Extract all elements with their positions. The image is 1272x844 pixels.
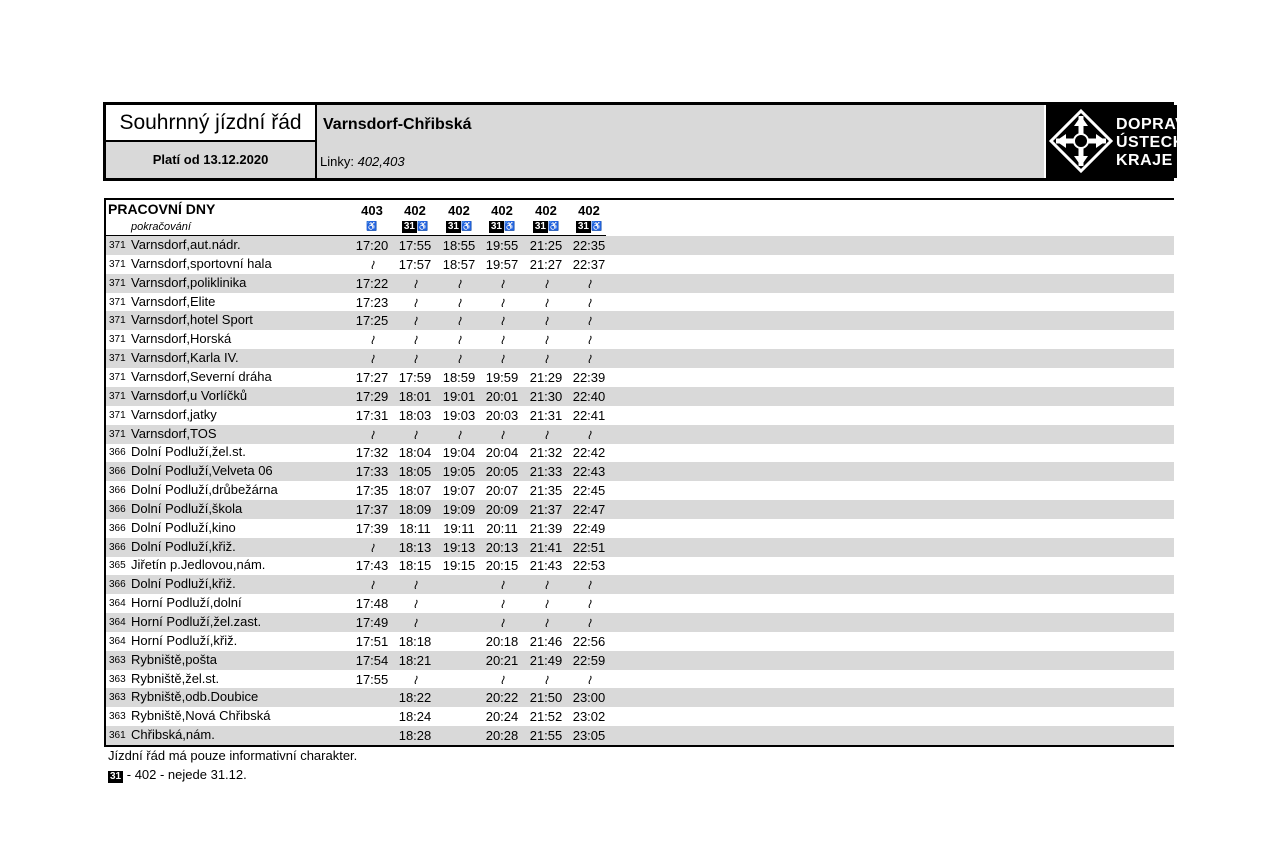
pass-through-mark: ≀ (586, 596, 592, 612)
pass-through-mark: ≀ (543, 332, 549, 348)
departure-time: 19:11 (443, 520, 475, 536)
table-row (106, 670, 1174, 689)
wheelchair-icon: ♿ (590, 221, 603, 231)
pass-through-mark: ≀ (456, 426, 462, 442)
stop-name: Rybniště,Nová Chřibská (131, 708, 271, 724)
wheelchair-icon: ♿ (366, 221, 378, 231)
departure-time: 21:27 (529, 256, 563, 272)
departure-time: 22:56 (572, 633, 606, 649)
departure-time: 22:42 (572, 445, 606, 461)
departure-time: 22:53 (572, 558, 606, 574)
zone-number: 366 (109, 485, 126, 497)
departure-time: 22:45 (572, 483, 606, 499)
stop-name: Varnsdorf,poliklinika (131, 274, 247, 290)
column-notes (350, 221, 394, 232)
stop-name: Varnsdorf,u Vorlíčků (131, 387, 248, 403)
column-line-number: 403 (361, 203, 383, 218)
stop-name: Dolní Podluží,křiž. (131, 576, 236, 592)
departure-time: 19:15 (442, 558, 476, 574)
departure-time: 18:11 (399, 520, 431, 536)
departure-time: 21:29 (529, 369, 563, 385)
pass-through-mark: ≀ (499, 351, 505, 367)
departure-time: 17:33 (355, 464, 389, 480)
column-line-number: 402 (491, 203, 513, 218)
stop-name: Varnsdorf,Karla IV. (131, 350, 239, 366)
departure-time: 17:27 (355, 369, 389, 385)
logo-line: DOPRAVA (1116, 116, 1198, 133)
pass-through-mark: ≀ (586, 577, 592, 593)
departure-time: 18:28 (398, 728, 432, 744)
departure-time: 17:29 (355, 388, 389, 404)
stop-name: Rybniště,pošta (131, 651, 217, 667)
departure-time: 18:13 (398, 539, 432, 555)
pass-through-mark: ≀ (456, 332, 462, 348)
departure-time: 18:57 (442, 256, 476, 272)
departure-time: 22:39 (572, 369, 606, 385)
pass-through-mark: ≀ (369, 539, 375, 555)
departure-time: 21:35 (529, 483, 563, 499)
table-row (106, 330, 1174, 349)
document-title: Souhrnný jízdní řád (106, 105, 317, 142)
zone-number: 363 (109, 654, 126, 666)
departure-time: 20:05 (485, 464, 519, 480)
pass-through-mark: ≀ (369, 577, 375, 593)
stop-name: Chřibská,nám. (131, 727, 215, 743)
column-notes (437, 221, 481, 233)
zone-number: 371 (109, 428, 126, 440)
column-line-number: 402 (404, 203, 426, 218)
departure-time: 21:50 (529, 690, 563, 706)
stop-name: Varnsdorf,jatky (131, 406, 217, 422)
zone-number: 366 (109, 503, 126, 515)
stop-name: Varnsdorf,Horská (131, 331, 232, 347)
column-notes (524, 221, 568, 233)
pass-through-mark: ≀ (499, 577, 505, 593)
departure-time: 17:31 (355, 407, 389, 423)
zone-number: 363 (109, 673, 126, 685)
departure-time: 22:51 (572, 539, 606, 555)
table-row (106, 688, 1174, 707)
table-row (106, 349, 1174, 368)
note-mark: 31 (490, 221, 502, 232)
logo-text (1116, 116, 1221, 170)
stop-name: Dolní Podluží,žel.st. (131, 444, 246, 460)
note-mark: 31 (577, 221, 589, 232)
departure-time: 21:25 (529, 238, 563, 253)
table-row (106, 651, 1174, 670)
departure-time: 17:51 (355, 633, 389, 649)
departure-time: 22:59 (572, 652, 606, 668)
departure-time: 19:03 (442, 407, 476, 423)
stop-name: Horní Podluží,křiž. (131, 632, 238, 648)
stop-name: Dolní Podluží,škola (131, 500, 243, 516)
pass-through-mark: ≀ (412, 332, 418, 348)
pass-through-mark: ≀ (499, 671, 505, 687)
table-row (106, 293, 1174, 312)
column-notes (393, 221, 437, 233)
pass-through-mark: ≀ (586, 332, 592, 348)
stop-name: Dolní Podluží,kino (131, 519, 236, 535)
departure-time: 20:03 (485, 407, 519, 423)
day-type-label: PRACOVNÍ DNY (108, 201, 216, 217)
departure-time: 18:04 (398, 445, 432, 461)
table-row (106, 613, 1174, 632)
departure-time: 18:55 (442, 238, 476, 253)
timetable-grid (104, 198, 1174, 747)
departure-time: 17:25 (355, 313, 389, 329)
pass-through-mark: ≀ (586, 275, 592, 291)
zone-number: 366 (109, 466, 126, 478)
table-row (106, 538, 1174, 557)
pass-through-mark: ≀ (543, 577, 549, 593)
pass-through-mark: ≀ (543, 426, 549, 442)
zone-number: 363 (109, 692, 126, 704)
legend-text: - 402 - nejede 31.12. (126, 767, 247, 782)
departure-time: 21:55 (529, 728, 563, 744)
zone-number: 371 (109, 240, 126, 251)
departure-time: 17:35 (355, 483, 389, 499)
table-row (106, 481, 1174, 500)
departure-time: 20:28 (485, 728, 519, 744)
stop-name: Varnsdorf,TOS (131, 425, 217, 441)
pass-through-mark: ≀ (586, 313, 592, 329)
table-row (106, 575, 1174, 594)
pass-through-mark: ≀ (369, 332, 375, 348)
pass-through-mark: ≀ (543, 671, 549, 687)
departure-time: 17:49 (355, 615, 389, 630)
pass-through-mark: ≀ (499, 275, 505, 291)
departure-time: 18:01 (398, 388, 432, 404)
lines-value: 402,403 (357, 154, 405, 169)
departure-time: 22:43 (572, 464, 606, 480)
stop-name: Rybniště,odb.Doubice (131, 689, 259, 705)
table-row (106, 406, 1174, 425)
pass-through-mark: ≀ (456, 313, 462, 329)
zone-number: 363 (109, 711, 126, 723)
timetable-header (103, 102, 1221, 181)
zone-number: 361 (109, 730, 126, 742)
pass-through-mark: ≀ (543, 275, 549, 291)
lines-row (320, 154, 405, 169)
pass-through-mark: ≀ (456, 351, 462, 367)
departure-time: 22:49 (572, 520, 606, 536)
departure-time: 20:15 (485, 558, 519, 574)
departure-time: 18:15 (398, 558, 432, 574)
departure-time: 20:09 (485, 501, 519, 517)
table-row (106, 519, 1174, 538)
stop-name: Dolní Podluží,Velveta 06 (131, 463, 273, 479)
note-mark: 31 (110, 771, 122, 782)
zone-number: 371 (109, 390, 126, 402)
pass-through-mark: ≀ (499, 615, 505, 630)
departure-time: 17:55 (355, 671, 389, 687)
departure-time: 21:31 (529, 407, 563, 423)
pass-through-mark: ≀ (369, 351, 375, 367)
pass-through-mark: ≀ (499, 313, 505, 329)
departure-time: 22:41 (572, 407, 606, 423)
zone-number: 364 (109, 635, 126, 647)
departure-time: 19:05 (442, 464, 476, 480)
pass-through-mark: ≀ (369, 256, 375, 272)
zone-number: 366 (109, 541, 126, 553)
departure-time: 22:37 (572, 256, 606, 272)
departure-time: 17:48 (355, 596, 389, 612)
stop-name: Horní Podluží,dolní (131, 595, 242, 611)
table-row (106, 368, 1174, 387)
departure-time: 19:04 (442, 445, 476, 461)
departure-time: 19:01 (442, 388, 476, 404)
pass-through-mark: ≀ (499, 596, 505, 612)
zone-number: 365 (109, 560, 126, 572)
departure-time: 23:00 (572, 690, 606, 706)
table-row (106, 500, 1174, 519)
pass-through-mark: ≀ (499, 332, 505, 348)
zone-number: 366 (109, 447, 126, 459)
departure-time: 21:30 (529, 388, 563, 404)
column-line-number: 402 (448, 203, 470, 218)
column-notes (567, 221, 611, 233)
pass-through-mark: ≀ (456, 294, 462, 310)
zone-number: 371 (109, 334, 126, 346)
pass-through-mark: ≀ (412, 596, 418, 612)
departure-time: 20:04 (485, 445, 519, 461)
logo-line: KRAJE (1116, 152, 1173, 169)
table-row (106, 443, 1174, 462)
pass-through-mark: ≀ (586, 671, 592, 687)
departure-time: 17:43 (355, 558, 389, 574)
departure-time: 17:55 (398, 238, 432, 253)
table-row (106, 632, 1174, 651)
legend (108, 767, 247, 783)
departure-time: 20:07 (485, 483, 519, 499)
departure-time: 19:09 (442, 501, 476, 517)
stop-name: Varnsdorf,aut.nádr. (131, 237, 241, 252)
zone-number: 371 (109, 409, 126, 421)
departure-time: 18:09 (398, 501, 432, 517)
departure-time: 17:23 (355, 294, 389, 310)
pass-through-mark: ≀ (412, 426, 418, 442)
pass-through-mark: ≀ (412, 577, 418, 593)
wheelchair-icon: ♿ (503, 221, 516, 231)
zone-number: 371 (109, 315, 126, 327)
pass-through-mark: ≀ (543, 313, 549, 329)
zone-number: 364 (109, 617, 126, 628)
departure-time: 18:24 (398, 709, 432, 725)
table-row (106, 726, 1174, 745)
departure-time: 22:40 (572, 388, 606, 404)
departure-time: 18:59 (442, 369, 476, 385)
departure-time: 19:57 (485, 256, 519, 272)
pass-through-mark: ≀ (543, 596, 549, 612)
table-row (106, 311, 1174, 330)
info-note: Jízdní řád má pouze informativní charakter. (108, 748, 358, 763)
departure-time: 21:41 (529, 539, 563, 555)
departure-time: 19:13 (442, 539, 476, 555)
departure-time: 20:11 (486, 520, 518, 536)
departure-time: 23:05 (572, 728, 606, 744)
column-notes (480, 221, 524, 233)
stop-name: Jiřetín p.Jedlovou,nám. (131, 557, 266, 573)
stop-name: Varnsdorf,Severní dráha (131, 368, 272, 384)
departure-time: 20:22 (485, 690, 519, 706)
note-mark: 31 (403, 221, 415, 232)
departure-time: 21:43 (529, 558, 563, 574)
stop-name: Dolní Podluží,drůbežárna (131, 482, 278, 498)
departure-time: 18:22 (398, 690, 432, 706)
pass-through-mark: ≀ (412, 351, 418, 367)
table-row (106, 425, 1174, 444)
departure-time: 20:13 (485, 539, 519, 555)
table-row (106, 707, 1174, 726)
pass-through-mark: ≀ (586, 351, 592, 367)
continuation-label: pokračování (131, 221, 191, 233)
departure-time: 17:39 (355, 520, 389, 536)
departure-time: 18:21 (398, 652, 432, 668)
departure-time: 17:54 (355, 652, 389, 668)
zone-number: 366 (109, 522, 126, 534)
stop-name: Horní Podluží,žel.zast. (131, 614, 262, 629)
pass-through-mark: ≀ (412, 671, 418, 687)
departure-time: 17:59 (398, 369, 432, 385)
zone-number: 371 (109, 277, 126, 289)
departure-time: 17:57 (398, 256, 432, 272)
departure-time: 21:52 (529, 709, 563, 725)
wheelchair-icon: ♿ (547, 221, 560, 231)
stop-name: Varnsdorf,Elite (131, 293, 216, 309)
pass-through-mark: ≀ (412, 294, 418, 310)
departure-time: 18:03 (398, 407, 432, 423)
departure-time: 21:49 (529, 652, 563, 668)
departure-time: 17:20 (355, 238, 389, 253)
departure-time: 20:21 (485, 652, 519, 668)
departure-time: 21:37 (529, 501, 563, 517)
pass-through-mark: ≀ (412, 313, 418, 329)
dus-logo (1044, 105, 1221, 178)
stop-name: Varnsdorf,hotel Sport (131, 312, 253, 328)
departure-time: 22:35 (572, 238, 606, 253)
pass-through-mark: ≀ (586, 426, 592, 442)
departure-time: 18:07 (398, 483, 432, 499)
departure-time: 20:01 (485, 388, 519, 404)
table-row (106, 255, 1174, 274)
pass-through-mark: ≀ (543, 351, 549, 367)
table-row (106, 556, 1174, 575)
zone-number: 371 (109, 353, 126, 365)
departure-time: 20:24 (485, 709, 519, 725)
departure-time: 17:22 (355, 275, 389, 291)
stop-name: Rybniště,žel.st. (131, 670, 220, 686)
departure-time: 19:59 (485, 369, 519, 385)
departure-time: 17:32 (355, 445, 389, 461)
logo-arrows-icon (1048, 108, 1114, 174)
zone-number: 371 (109, 258, 126, 270)
departure-time: 19:55 (485, 238, 519, 253)
table-row (106, 387, 1174, 406)
column-line-number: 402 (535, 203, 557, 218)
pass-through-mark: ≀ (499, 294, 505, 310)
departure-time: 23:02 (572, 709, 606, 725)
pass-through-mark: ≀ (369, 426, 375, 442)
departure-time: 18:05 (398, 464, 432, 480)
departure-time: 20:18 (485, 633, 519, 649)
table-row (106, 236, 1174, 255)
lines-label: Linky: (320, 154, 354, 169)
pass-through-mark: ≀ (412, 615, 418, 630)
departure-time: 21:46 (529, 633, 563, 649)
zone-number: 371 (109, 371, 126, 383)
logo-line: ÚSTECKÉHO (1116, 134, 1221, 151)
table-row (106, 274, 1174, 293)
zone-number: 366 (109, 579, 126, 591)
pass-through-mark: ≀ (412, 275, 418, 291)
note-mark: 31 (447, 221, 459, 232)
pass-through-mark: ≀ (543, 615, 549, 630)
departure-time: 22:47 (572, 501, 606, 517)
stop-name: Dolní Podluží,křiž. (131, 538, 236, 554)
pass-through-mark: ≀ (543, 294, 549, 310)
zone-number: 364 (109, 598, 126, 610)
zone-number: 371 (109, 296, 126, 308)
pass-through-mark: ≀ (586, 294, 592, 310)
departure-time: 21:32 (529, 445, 563, 461)
stop-name: Varnsdorf,sportovní hala (131, 255, 272, 271)
column-line-number: 402 (578, 203, 600, 218)
valid-from: Platí od 13.12.2020 (106, 142, 317, 178)
departure-time: 18:18 (398, 633, 432, 649)
departure-time: 19:07 (442, 483, 476, 499)
table-row (106, 594, 1174, 613)
route-name: Varnsdorf-Chřibská (323, 116, 472, 133)
note-mark: 31 (534, 221, 546, 232)
wheelchair-icon: ♿ (460, 221, 473, 231)
wheelchair-icon: ♿ (416, 221, 429, 231)
departure-time: 17:37 (355, 501, 389, 517)
table-row (106, 462, 1174, 481)
pass-through-mark: ≀ (456, 275, 462, 291)
departure-time: 21:33 (529, 464, 563, 480)
pass-through-mark: ≀ (499, 426, 505, 442)
pass-through-mark: ≀ (586, 615, 592, 630)
departure-time: 21:39 (529, 520, 563, 536)
